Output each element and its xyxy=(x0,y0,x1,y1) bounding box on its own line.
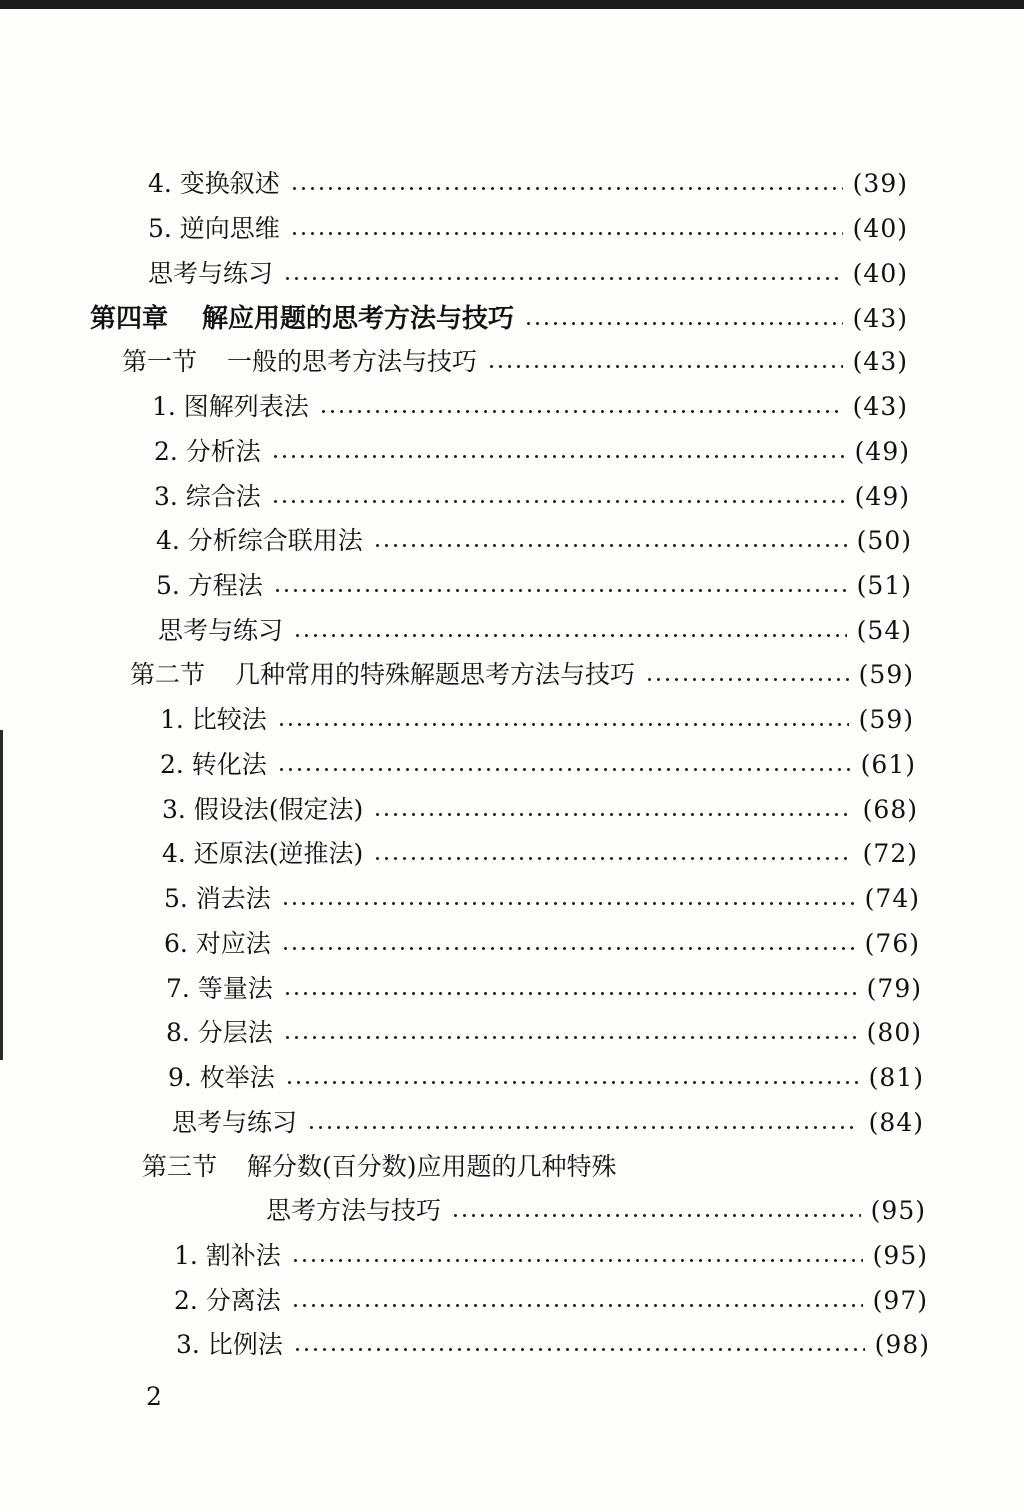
toc-page-ref: (39) xyxy=(852,169,908,198)
toc-leader-dots xyxy=(293,1347,865,1352)
toc-entry[interactable] xyxy=(174,1281,928,1321)
toc-leader-dots xyxy=(373,812,852,817)
toc-leader-dots xyxy=(291,1258,863,1263)
toc-leader-dots xyxy=(277,767,851,772)
toc-entry[interactable] xyxy=(168,1058,924,1098)
section-title: 一般的思考方法与技巧 xyxy=(227,347,478,376)
toc-leader-dots xyxy=(645,677,849,682)
toc-entry[interactable] xyxy=(164,924,920,964)
toc-page-ref: (76) xyxy=(864,929,920,958)
toc-leader-dots xyxy=(285,1080,859,1085)
toc-entry[interactable] xyxy=(174,1236,928,1276)
toc-entry[interactable] xyxy=(154,477,910,517)
toc-page-ref: (80) xyxy=(866,1018,922,1047)
toc-leader-dots xyxy=(293,633,847,638)
toc-page-ref: (79) xyxy=(866,974,922,1003)
toc-leader-dots xyxy=(307,1125,859,1130)
toc-leader-dots xyxy=(373,543,847,548)
toc-entry-title: 思考与练习 xyxy=(148,259,274,288)
section-title: 几种常用的特殊解题思考方法与技巧 xyxy=(235,660,636,689)
toc-page-ref: (84) xyxy=(868,1108,924,1137)
chapter-title: 解应用题的思考方法与技巧 xyxy=(202,304,515,334)
toc-entry-continuation[interactable] xyxy=(266,1191,926,1231)
toc-entry-title: 5. 逆向思维 xyxy=(148,214,280,243)
toc-page-ref: (49) xyxy=(854,437,910,466)
toc-entry-title: 1. 图解列表法 xyxy=(152,392,309,421)
section-number: 第三节 xyxy=(142,1152,218,1181)
toc-entry[interactable] xyxy=(176,1325,930,1365)
toc-entry-title: 3. 假设法(假定法) xyxy=(162,795,364,824)
page-number: 2 xyxy=(146,1382,162,1411)
toc-page-ref: (40) xyxy=(852,214,908,243)
toc-entry-title: 思考与练习 xyxy=(172,1108,298,1137)
toc-entry[interactable] xyxy=(148,254,908,294)
toc-page-ref: (61) xyxy=(860,750,916,779)
toc-entry[interactable] xyxy=(148,209,908,249)
toc-page-ref: (95) xyxy=(870,1196,926,1225)
toc-leader-dots xyxy=(277,722,849,727)
toc-page-ref: (81) xyxy=(868,1063,924,1092)
toc-entry-title: 1. 比较法 xyxy=(160,705,267,734)
toc-page-ref: (50) xyxy=(856,526,912,555)
toc-entry-title: 4. 分析综合联用法 xyxy=(156,526,363,555)
toc-page-ref: (98) xyxy=(874,1330,930,1359)
toc-entry[interactable] xyxy=(162,834,918,874)
toc-entry[interactable] xyxy=(164,879,920,919)
toc-entry[interactable] xyxy=(158,611,912,651)
toc-page-ref: (43) xyxy=(852,347,908,376)
toc-page-ref: (49) xyxy=(854,482,910,511)
toc-entry-title: 4. 变换叙述 xyxy=(148,169,280,198)
toc-leader-dots xyxy=(281,946,855,951)
toc-leader-dots xyxy=(373,856,852,861)
toc-page-ref: (43) xyxy=(852,304,908,333)
toc-entry-title: 9. 枚举法 xyxy=(168,1063,275,1092)
toc-section-entry[interactable] xyxy=(130,655,914,695)
toc-leader-dots xyxy=(271,454,845,459)
toc-page-ref: (95) xyxy=(872,1241,928,1270)
toc-entry-title: 7. 等量法 xyxy=(166,974,273,1003)
chapter-number: 第四章 xyxy=(90,304,169,334)
toc-leader-dots xyxy=(524,321,843,326)
toc-entry[interactable] xyxy=(156,521,912,561)
toc-leader-dots xyxy=(271,499,845,504)
toc-entry-title: 思考与练习 xyxy=(158,616,284,645)
toc-entry-title: 4. 还原法(逆推法) xyxy=(162,839,364,868)
toc-entry-title: 5. 方程法 xyxy=(156,571,263,600)
section-title-continuation: 思考方法与技巧 xyxy=(266,1196,442,1225)
toc-leader-dots xyxy=(487,364,843,369)
toc-leader-dots xyxy=(283,991,857,996)
toc-page-ref: (72) xyxy=(862,839,918,868)
toc-leader-dots xyxy=(319,409,843,414)
toc-page-ref: (97) xyxy=(872,1286,928,1315)
toc-entry-title: 1. 割补法 xyxy=(174,1241,281,1270)
toc-leader-dots xyxy=(283,276,843,281)
toc-chapter-entry[interactable] xyxy=(90,299,908,339)
toc-page-ref: (40) xyxy=(852,259,908,288)
toc-entry[interactable] xyxy=(152,387,908,427)
toc-entry[interactable] xyxy=(154,432,910,472)
toc-entry-title: 3. 比例法 xyxy=(176,1330,283,1359)
toc-leader-dots xyxy=(273,588,847,593)
toc-entry[interactable] xyxy=(160,745,916,785)
toc-entry[interactable] xyxy=(166,969,922,1009)
section-number: 第二节 xyxy=(130,660,206,689)
toc-page-ref: (59) xyxy=(858,660,914,689)
toc-entry[interactable] xyxy=(160,700,914,740)
toc-page-ref: (51) xyxy=(856,571,912,600)
toc-leader-dots xyxy=(281,901,855,906)
toc-entry-title: 6. 对应法 xyxy=(164,929,271,958)
top-rule xyxy=(0,0,1024,9)
toc-entry-title: 2. 分离法 xyxy=(174,1286,281,1315)
toc-entry[interactable] xyxy=(172,1103,924,1143)
toc-entry-title: 5. 消去法 xyxy=(164,884,271,913)
section-title: 解分数(百分数)应用题的几种特殊 xyxy=(247,1152,617,1181)
toc-leader-dots xyxy=(291,1303,863,1308)
toc-page-ref: (74) xyxy=(864,884,920,913)
toc-page-ref: (43) xyxy=(852,392,908,421)
section-number: 第一节 xyxy=(122,347,198,376)
toc-entry[interactable] xyxy=(156,566,912,606)
toc-entry-title: 2. 分析法 xyxy=(154,437,261,466)
toc-entry-title: 3. 综合法 xyxy=(154,482,261,511)
toc-leader-dots xyxy=(283,1035,857,1040)
toc-entry[interactable] xyxy=(166,1013,922,1053)
toc-entry-title: 2. 转化法 xyxy=(160,750,267,779)
toc-page-ref: (68) xyxy=(862,795,918,824)
toc-entry[interactable] xyxy=(162,790,918,830)
toc-section-heading[interactable] xyxy=(142,1147,617,1187)
toc-leader-dots xyxy=(290,186,843,191)
toc-entry-title: 8. 分层法 xyxy=(166,1018,273,1047)
toc-page-ref: (59) xyxy=(858,705,914,734)
toc-leader-dots xyxy=(451,1213,861,1218)
toc-section-entry[interactable] xyxy=(122,342,908,382)
scan-edge-mark xyxy=(0,730,3,1060)
toc-leader-dots xyxy=(290,231,843,236)
toc-entry[interactable] xyxy=(148,164,908,204)
toc-page-ref: (54) xyxy=(856,616,912,645)
